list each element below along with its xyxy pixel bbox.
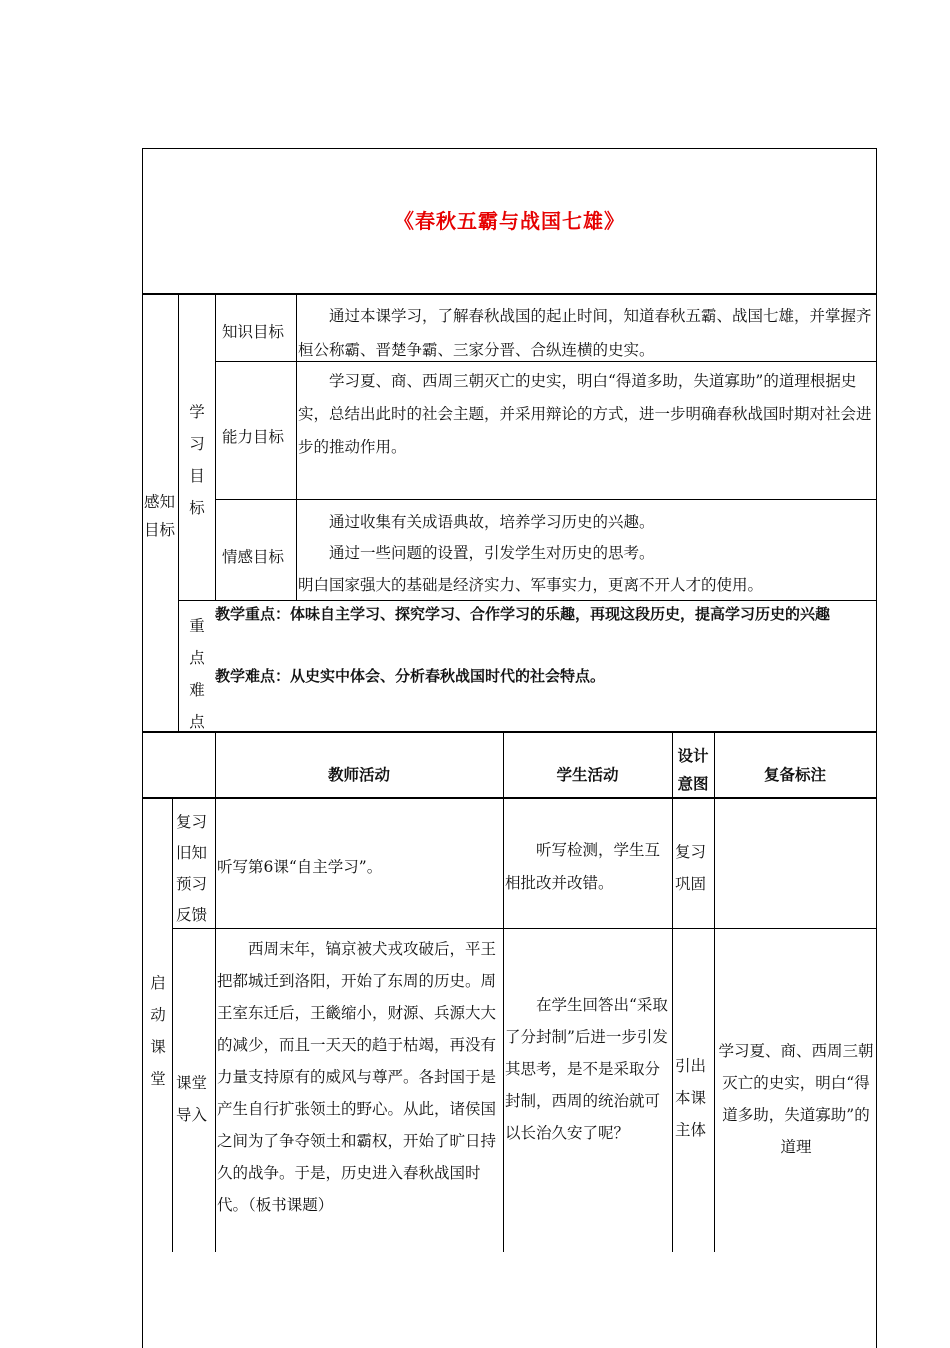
intro-student-text: 在学生回答出“采取了分封制”后进一步引发其思考，是不是采取分封制，西周的统治就可以长治久安了呢？ xyxy=(505,996,668,1142)
ability-goal-label: 能力目标 xyxy=(222,428,285,446)
rule-header-bottom xyxy=(142,797,877,799)
intro-notes-text: 学习夏、商、西周三朝灭亡的史实，明白“得道多助，失道寡助”的道理 xyxy=(718,1042,874,1156)
rule-goals-col1 xyxy=(178,293,179,731)
knowledge-goal-text: 通过本课学习，了解春秋战国的起止时间，知道春秋五霸、战国七雄，并掌握齐桓公称霸、晋楚争霸、三家分晋、合纵连横的史实。 xyxy=(298,307,872,359)
header-design-intent: 设计意图 xyxy=(677,747,709,793)
rule-goals-col3 xyxy=(296,293,297,600)
header-teacher-activity: 教师活动 xyxy=(327,766,390,784)
header-review-notes: 复备标注 xyxy=(763,766,826,784)
rule-act-col2 xyxy=(215,731,216,1252)
review-row-label: 复习旧知预习反馈 xyxy=(176,813,208,924)
rule-review-bottom xyxy=(172,928,877,929)
header-student-activity: 学生活动 xyxy=(556,766,619,784)
rule-act-col4 xyxy=(672,731,673,1252)
emotion-goal-line2: 通过一些问题的设置，引发学生对历史的思考。 xyxy=(329,544,655,562)
rule-goals-bottom xyxy=(142,731,877,733)
rule-goals-col2 xyxy=(215,293,216,600)
review-student-text: 听写检测，学生互相批改并改错。 xyxy=(505,841,661,892)
rule-ability-bottom xyxy=(215,499,877,500)
emotion-goal-line1: 通过收集有关成语典故，培养学习历史的兴趣。 xyxy=(329,513,655,531)
review-teacher-text: 听写第6课“自主学习”。 xyxy=(217,858,383,876)
intro-teacher-text: 西周末年，镐京被犬戎攻破后，平王把都城迁到洛阳，开始了东周的历史。周王室东迁后，王畿缩小，财源、兵源大大的减少，而且一天天的趋于枯竭，再没有力量支持原有的威风与尊严。各封国于是产生自行扩张领土的野心。从此，诸侯国之间为了争夺领土和霸权，开始了旷日持久的战争。于是，历史进入春秋战国时代。（板书课题） xyxy=(217,940,497,1214)
emotion-goal-line3: 明白国家强大的基础是经济实力、军事实力，更离不开人才的使用。 xyxy=(298,576,764,594)
perception-goals-label: 感知目标 xyxy=(144,493,176,539)
rule-title-bottom xyxy=(142,293,877,295)
ability-goal-text: 学习夏、商、西周三朝灭亡的史实，明白“得道多助，失道寡助”的道理根据史实，总结出此时的社会主题，并采用辩论的方式，进一步明确春秋战国时期对社会进步的推动作用。 xyxy=(298,372,872,456)
emotion-goal-label: 情感目标 xyxy=(222,548,285,566)
review-design-text: 复习巩固 xyxy=(675,843,707,893)
rule-act-col5 xyxy=(714,731,715,1252)
study-goals-label: 学习目标 xyxy=(189,403,205,517)
stage-label: 启动课堂 xyxy=(150,974,166,1088)
difficulty-text: 教学难点：从史实中体会、分析春秋战国时代的社会特点。 xyxy=(215,667,606,685)
key-point-text: 教学重点：体味自主学习、探究学习、合作学习的乐趣，再现这段历史，提高学习历史的兴趣 xyxy=(215,605,831,623)
knowledge-goal-label: 知识目标 xyxy=(222,323,285,341)
intro-design-text: 引出本课主体 xyxy=(675,1057,707,1139)
document-title: 《春秋五霸与战国七雄》 xyxy=(394,209,625,233)
intro-row-label: 课堂导入 xyxy=(176,1074,208,1124)
rule-act-col1 xyxy=(172,797,173,1252)
rule-act-col3 xyxy=(503,731,504,1252)
key-difficulty-label: 重点难点 xyxy=(189,617,205,731)
